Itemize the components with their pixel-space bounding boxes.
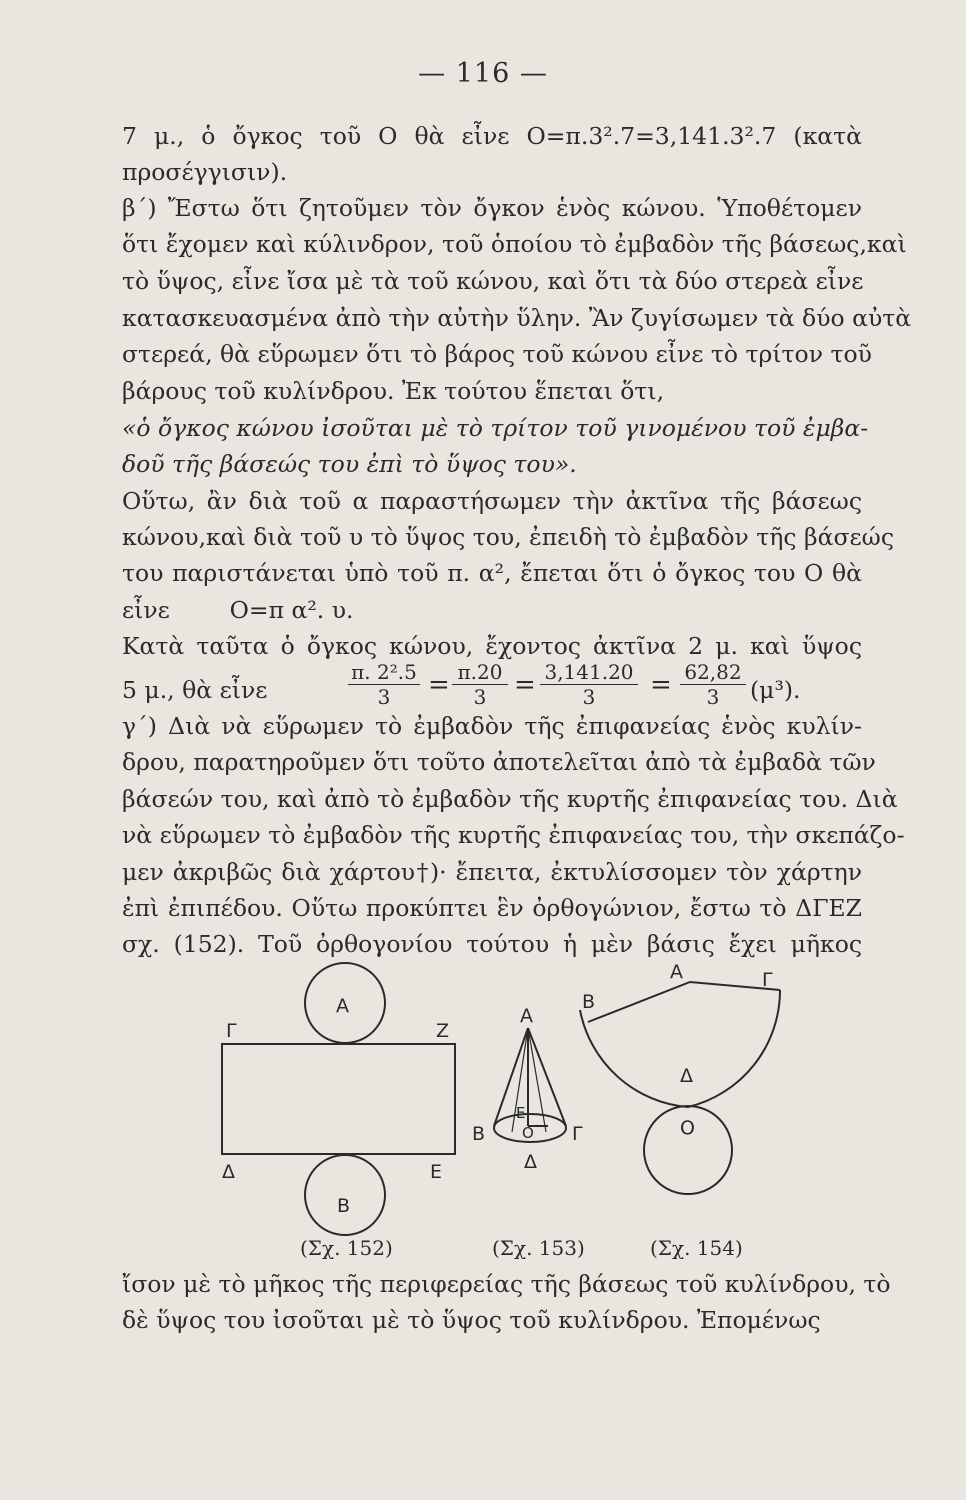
text-line: ἐπὶ ἐπιπέδου. Οὕτω προκύπτει ἓν ὀρθογώνιον, ἔστω τὸ ΔΓΕΖ — [122, 894, 862, 922]
fig152-label: Α — [336, 995, 349, 1017]
fig153-label: Α — [520, 1005, 533, 1027]
fig152-label: Ε — [430, 1161, 443, 1183]
fig154-caption: (Σχ. 154) — [650, 1236, 743, 1260]
text-line: 7 μ., ὁ ὄγκος τοῦ Ο θὰ εἶνε Ο=π.3².7=3,141.3².7 (κατὰ — [122, 122, 862, 150]
equals-sign: = — [514, 670, 536, 700]
fraction-denominator: 3 — [377, 685, 391, 709]
text-line: κατασκευασμένα ἀπὸ τὴν αὐτὴν ὕλην. Ἂν ζυγίσωμεν τὰ δύο αὐτὰ — [122, 304, 912, 332]
quote-line: «ὁ ὄγκος κώνου ἰσοῦται μὲ τὸ τρίτον τοῦ γινομένου τοῦ ἐμβα- — [122, 414, 869, 442]
equals-sign: = — [650, 670, 672, 700]
formula-line: εἶνε Ο=π α². υ. — [122, 596, 354, 624]
text-line: γ΄) Διὰ νὰ εὕρωμεν τὸ ἐμβαδὸν τῆς ἐπιφανείας ἑνὸς κυλίν- — [122, 712, 862, 740]
fig154-label: Β — [582, 991, 596, 1013]
fraction-numerator: π. 2².5 — [348, 660, 420, 685]
equals-sign: = — [428, 670, 450, 700]
text-line: δρου, παρατηροῦμεν ὅτι τοῦτο ἀποτελεῖται ἀπὸ τὰ ἐμβαδὰ τῶν — [122, 748, 876, 776]
page-number: — 116 — — [418, 58, 548, 89]
fraction-denominator: 3 — [582, 685, 596, 709]
text-line: Οὕτω, ἂν διὰ τοῦ α παραστήσωμεν τὴν ἀκτῖνα τῆς βάσεως — [122, 487, 862, 515]
fraction-numerator: 62,82 — [680, 660, 746, 685]
fig153-label: Γ — [572, 1123, 583, 1145]
text-line: μεν ἀκριβῶς διὰ χάρτου†)· ἔπειτα, ἐκτυλίσσομεν τὸν χάρτην — [122, 858, 862, 886]
fig154-label: Ο — [680, 1117, 695, 1139]
fig152-rectangle — [222, 1044, 455, 1154]
fig152-label: Β — [337, 1195, 351, 1217]
text-line: κώνου,καὶ διὰ τοῦ υ τὸ ὕψος του, ἐπειδὴ τὸ ἐμβαδὸν τῆς βάσεώς — [122, 523, 894, 551]
fraction-denominator: 3 — [473, 685, 487, 709]
text-line: στερεά, θὰ εὕρωμεν ὅτι τὸ βάρος τοῦ κώνου εἶνε τὸ τρίτον τοῦ — [122, 340, 872, 368]
fig153-label: Β — [472, 1123, 486, 1145]
fig152-caption: (Σχ. 152) — [300, 1236, 393, 1260]
text-line: τὸ ὕψος, εἶνε ἴσα μὲ τὰ τοῦ κώνου, καὶ ὅτι τὰ δύο στερεὰ εἶνε — [122, 267, 864, 295]
fig154-label: Α — [670, 961, 683, 983]
text-line: βάσεών του, καὶ ἀπὸ τὸ ἐμβαδὸν τῆς κυρτῆς ἐπιφανείας του. Διὰ — [122, 785, 898, 813]
fig152-label: Δ — [222, 1161, 235, 1183]
text-line: νὰ εὕρωμεν τὸ ἐμβαδὸν τῆς κυρτῆς ἐπιφανείας του, τὴν σκεπάζο- — [122, 821, 905, 849]
fig152-label: Ζ — [436, 1020, 450, 1042]
fig153-label: Ε — [516, 1104, 526, 1122]
fraction-numerator: π.20 — [452, 660, 508, 685]
text-line: του παριστάνεται ὑπὸ τοῦ π. α², ἔπεται ὅτι ὁ ὄγκος του Ο θὰ — [122, 559, 862, 587]
fig153-label: Ο — [522, 1124, 534, 1142]
quote-line: δοῦ τῆς βάσεώς του ἐπὶ τὸ ὕψος του». — [122, 450, 577, 478]
text-line: δὲ ὕψος του ἰσοῦται μὲ τὸ ὕψος τοῦ κυλίνδρου. Ἐπομένως — [122, 1306, 821, 1334]
fig152-label: Γ — [226, 1020, 237, 1042]
text-line: βάρους τοῦ κυλίνδρου. Ἐκ τούτου ἕπεται ὅτι, — [122, 377, 665, 405]
formula-prefix: 5 μ., θὰ εἶνε — [122, 676, 268, 704]
text-line: σχ. (152). Τοῦ ὀρθογονίου τούτου ἡ μὲν βάσις ἔχει μῆκος — [122, 930, 862, 958]
formula-unit: (μ³). — [750, 676, 801, 704]
text-line: προσέγγισιν). — [122, 158, 288, 186]
fig154-chord-lines — [588, 982, 780, 1022]
text-line: β΄) Ἔστω ὅτι ζητοῦμεν τὸν ὄγκον ἑνὸς κώνου. Ὑποθέτομεν — [122, 194, 862, 222]
fraction-denominator: 3 — [706, 685, 720, 709]
fig153-label: Δ — [524, 1151, 537, 1173]
fraction-numerator: 3,141.20 — [540, 660, 638, 685]
fig153-caption: (Σχ. 153) — [492, 1236, 585, 1260]
fig154-label: Γ — [762, 969, 773, 991]
fig154-label: Δ — [680, 1065, 693, 1087]
fig154-arc — [580, 990, 780, 1107]
text-line: ὅτι ἔχομεν καὶ κύλινδρον, τοῦ ὁποίου τὸ ἐμβαδὸν τῆς βάσεως,καὶ — [122, 230, 907, 258]
text-line: Κατὰ ταῦτα ὁ ὄγκος κώνου, ἔχοντος ἀκτῖνα 2 μ. καὶ ὕψος — [122, 632, 862, 660]
text-line: ἴσον μὲ τὸ μῆκος τῆς περιφερείας τῆς βάσεως τοῦ κυλίνδρου, τὸ — [122, 1270, 891, 1298]
